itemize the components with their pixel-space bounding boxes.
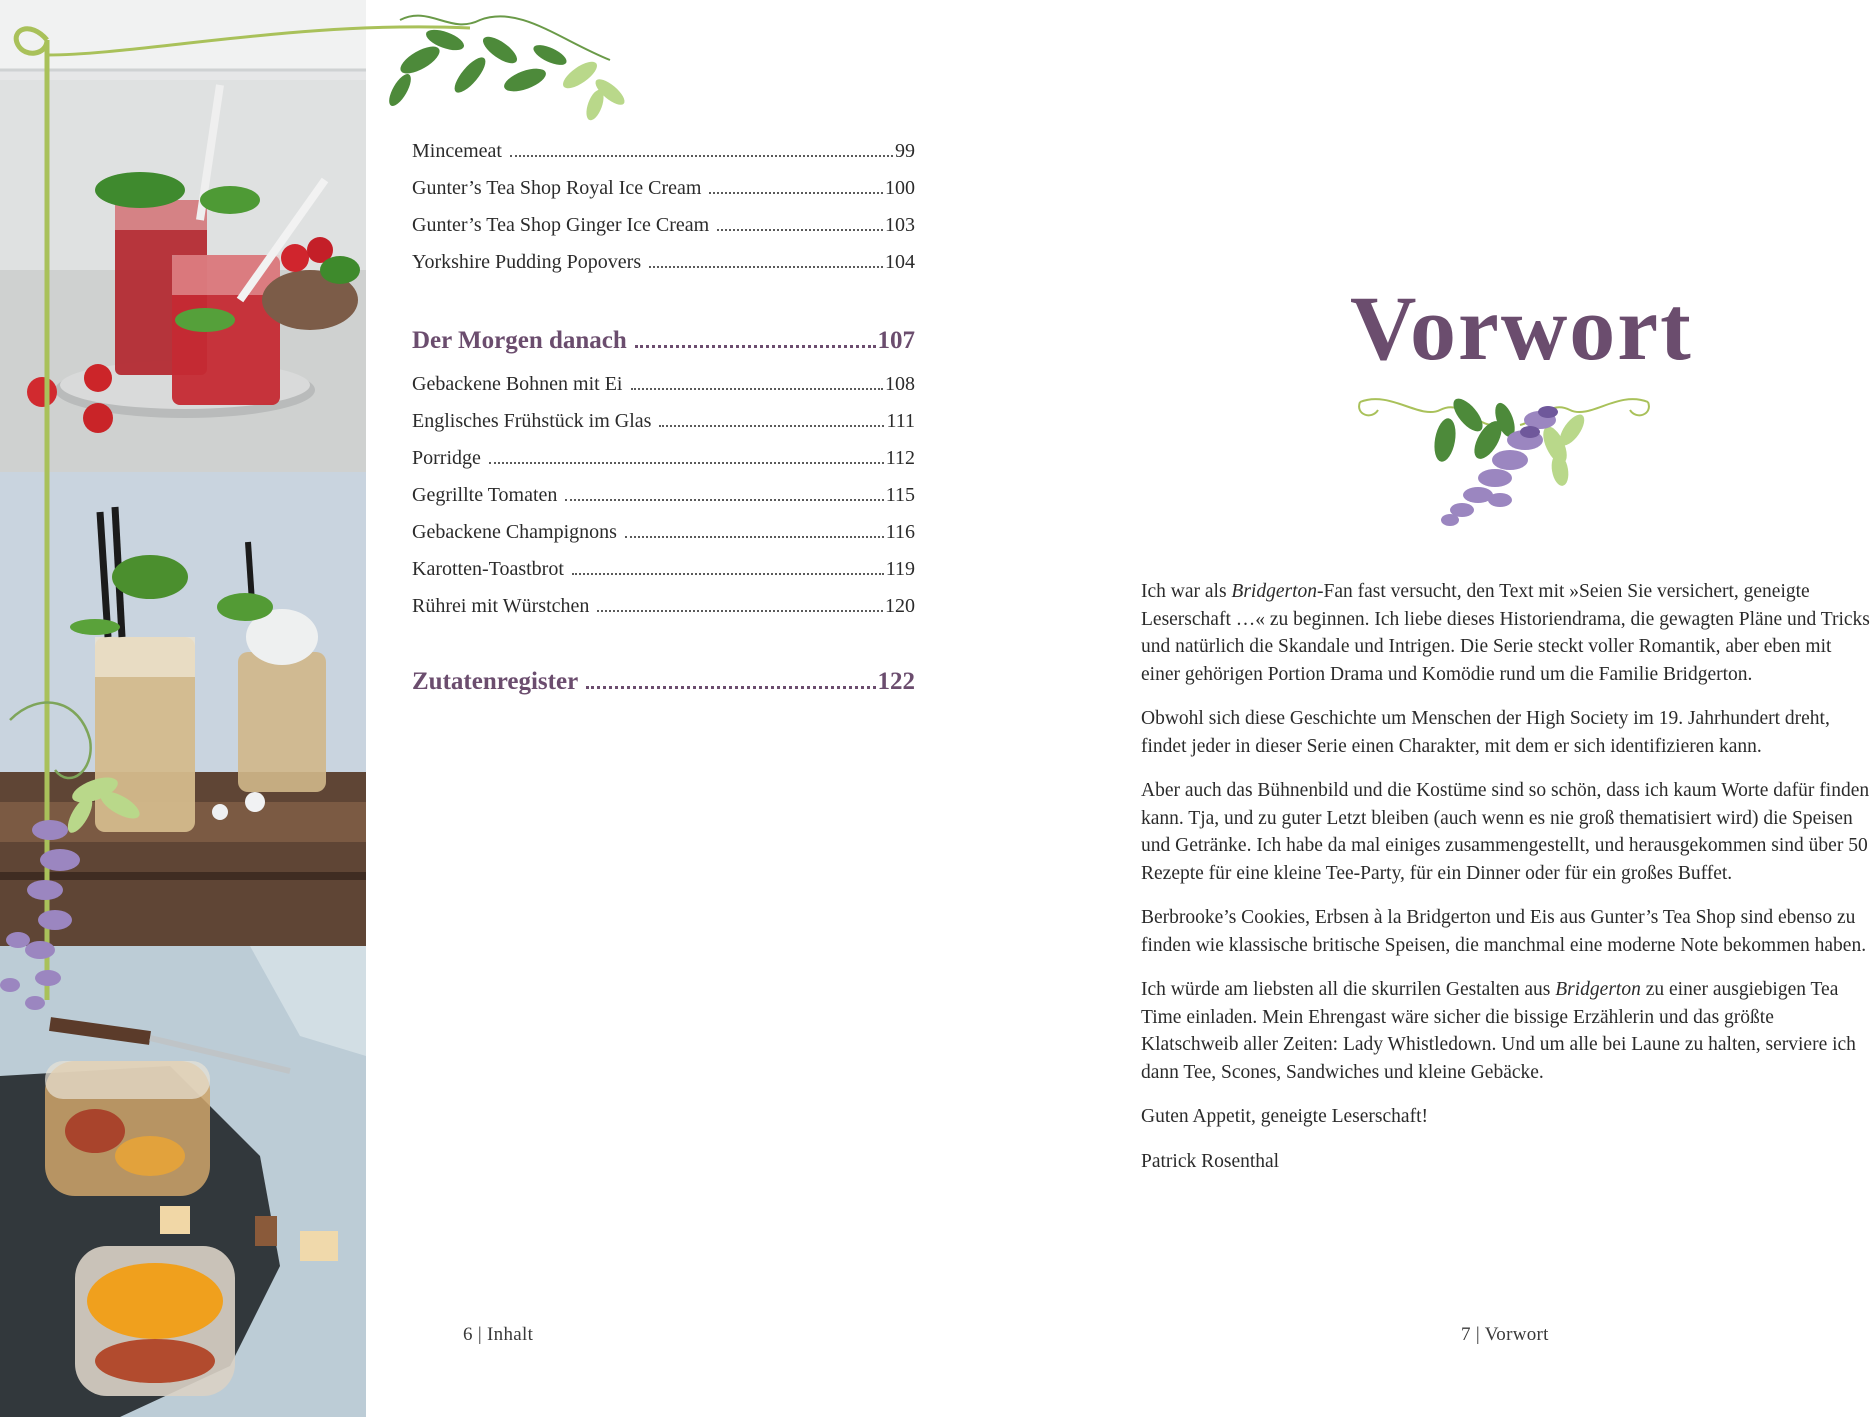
toc-entry[interactable] bbox=[412, 447, 915, 484]
toc-entry[interactable] bbox=[412, 373, 915, 410]
toc-section-page: 122 bbox=[877, 668, 915, 695]
toc-entry-page: 108 bbox=[885, 373, 915, 395]
toc-entry-page: 103 bbox=[885, 214, 915, 236]
toc-entry-label: Englisches Frühstück im Glas bbox=[412, 410, 652, 432]
dot-leader bbox=[572, 573, 884, 575]
page-title: Vorwort bbox=[1350, 277, 1693, 379]
toc-section-page: 107 bbox=[877, 327, 915, 354]
dot-leader bbox=[489, 462, 884, 464]
toc-entry-label: Gunter’s Tea Shop Royal Ice Cream bbox=[412, 177, 702, 199]
dot-leader bbox=[510, 155, 893, 157]
left-page-folio bbox=[463, 1324, 533, 1346]
toc-entry[interactable] bbox=[412, 140, 915, 177]
toc-section-morgen[interactable] bbox=[412, 327, 915, 373]
toc-entry-label: Rührei mit Würstchen bbox=[412, 595, 590, 617]
toc-entry-page: 112 bbox=[885, 447, 915, 469]
toc-entry-page: 120 bbox=[885, 595, 915, 617]
toc-entry-page: 116 bbox=[885, 521, 915, 543]
dot-leader bbox=[649, 266, 883, 268]
dot-leader bbox=[625, 536, 884, 538]
toc-entry-label: Porridge bbox=[412, 447, 481, 469]
folio-separator: | bbox=[1475, 1324, 1480, 1345]
toc-entry[interactable] bbox=[412, 214, 915, 251]
toc-entry-page: 100 bbox=[885, 177, 915, 199]
paragraph: Ich würde am liebsten all die skurrilen Gestalten aus Bridgerton zu einer ausgiebigen Tea Time einladen. Mein Ehrengast wäre sicher die bissige Erzählerin und das größte Klatschweib aller Zeiten: Lady Whistledown. Und um alle bei Laune zu halten, serviere ich dann Tee, Scones, Sandwiches und kleine Gebäcke. bbox=[1141, 979, 1856, 1083]
dot-leader bbox=[659, 425, 884, 427]
folio-separator: | bbox=[477, 1324, 482, 1345]
dot-leader bbox=[709, 192, 883, 194]
page-number: 7 bbox=[1461, 1324, 1471, 1345]
toc-entry-label: Yorkshire Pudding Popovers bbox=[412, 251, 642, 273]
preface-body bbox=[1141, 578, 1871, 1192]
toc-entry[interactable] bbox=[412, 558, 915, 595]
toc-entry-label: Gebackene Bohnen mit Ei bbox=[412, 373, 623, 395]
paragraph: Ich war als Bridgerton-Fan fast versucht, den Text mit »Seien Sie versichert, geneigte Leserschaft …« zu beginnen. Ich liebe dieses Historiendrama, die gewagten Pläne und Tricks und natürlich die Skandale und Intrigen. Die Serie steckt voller Romantik, aber eben mit einer gehörigen Portion Drama und Komödie rund um die Familie Bridgerton. bbox=[1141, 581, 1870, 685]
toc-entry[interactable] bbox=[412, 484, 915, 521]
strawberry-iced-tea-photo bbox=[0, 0, 366, 472]
toc-entry-page: 104 bbox=[885, 251, 915, 273]
toc-entry-label: Karotten-Toastbrot bbox=[412, 558, 564, 580]
mint-lemonade-photo bbox=[0, 472, 366, 946]
paragraph: Aber auch das Bühnenbild und die Kostüme sind so schön, dass ich kaum Worte dafür finden kann. Tja, und zu guter Letzt bleiben (auch wenn es nie groß thematisiert wird) die Speisen und Getränke. Ich habe da mal einiges zusammengestellt, und herausgekommen sind über 50 Rezepte für eine kleine Tee-Party, für ein Dinner oder für ein großes Buffet. bbox=[1141, 780, 1870, 884]
toc-entry-page: 115 bbox=[885, 484, 915, 506]
page-number: 6 bbox=[463, 1324, 473, 1345]
folio-section: Vorwort bbox=[1484, 1324, 1549, 1345]
dot-leader bbox=[586, 686, 875, 689]
toc-section-label: Zutatenregister bbox=[412, 668, 579, 695]
paragraph: Obwohl sich diese Geschichte um Menschen der High Society im 19. Jahrhundert dreht, findet jeder in dieser Serie einen Charakter, mit dem er sich identifizieren kann. bbox=[1141, 708, 1830, 757]
toc-entry[interactable] bbox=[412, 177, 915, 214]
dot-leader bbox=[635, 345, 876, 348]
breakfast-jars-photo bbox=[0, 946, 366, 1417]
right-page-folio bbox=[1461, 1324, 1549, 1346]
paragraph: Berbrooke’s Cookies, Erbsen à la Bridgerton und Eis aus Gunter’s Tea Shop sind ebenso zu finden wie klassische britische Speisen, die manchmal eine moderne Note bekommen haben. bbox=[1141, 907, 1867, 956]
toc-entry[interactable] bbox=[412, 595, 915, 632]
toc-entry-label: Mincemeat bbox=[412, 140, 502, 162]
toc-entry-label: Gunter’s Tea Shop Ginger Ice Cream bbox=[412, 214, 710, 236]
toc-section-register[interactable] bbox=[412, 668, 915, 714]
dot-leader bbox=[717, 229, 883, 231]
photo-column bbox=[0, 0, 366, 1417]
folio-section: Inhalt bbox=[487, 1324, 534, 1345]
dot-leader bbox=[565, 499, 883, 501]
toc-entry-page: 119 bbox=[885, 558, 915, 580]
closing-line: Guten Appetit, geneigte Leserschaft! bbox=[1141, 1106, 1428, 1127]
toc-entry[interactable] bbox=[412, 521, 915, 558]
dot-leader bbox=[631, 388, 884, 390]
toc-entry[interactable] bbox=[412, 251, 915, 288]
toc-entry-page: 99 bbox=[895, 140, 915, 162]
toc-entry[interactable] bbox=[412, 410, 915, 447]
signature: Patrick Rosenthal bbox=[1141, 1150, 1280, 1172]
toc-entry-label: Gebackene Champignons bbox=[412, 521, 617, 543]
toc-entry-page: 111 bbox=[886, 410, 915, 432]
table-of-contents bbox=[412, 140, 915, 714]
toc-entry-label: Gegrillte Tomaten bbox=[412, 484, 558, 506]
dot-leader bbox=[597, 610, 883, 612]
toc-section-label: Der Morgen danach bbox=[412, 327, 627, 354]
